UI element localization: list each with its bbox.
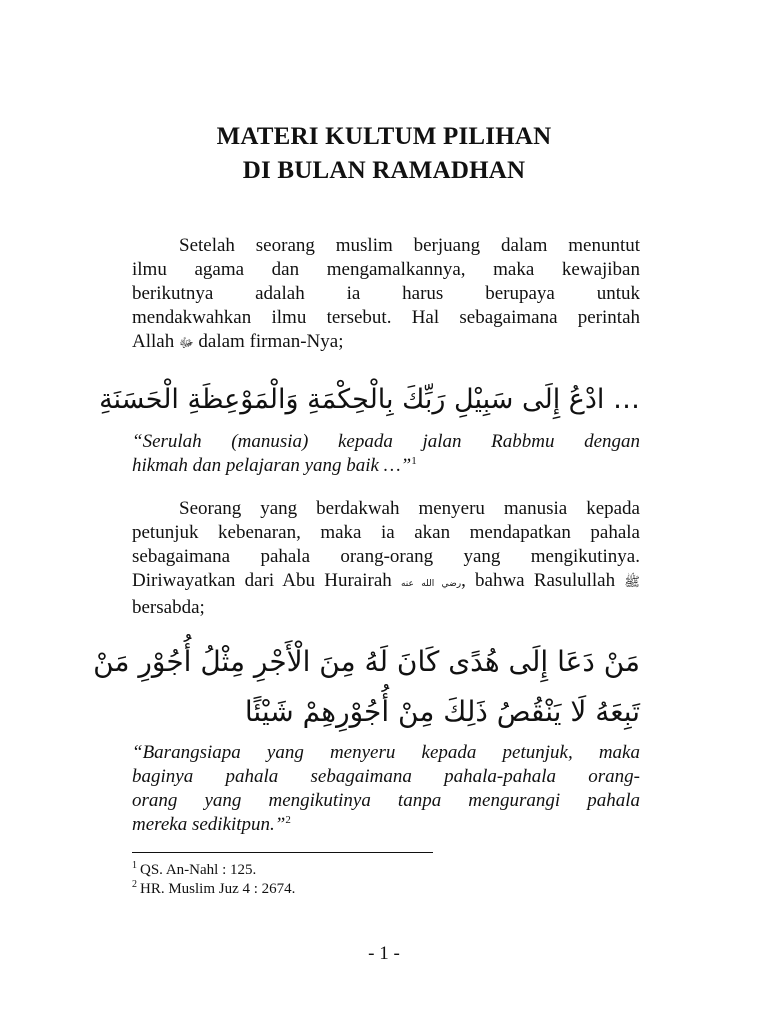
hadith-translation bbox=[132, 741, 640, 837]
paragraph-line: mendakwahkan ilmu tersebut. Hal sebagaimana perintah bbox=[132, 307, 640, 328]
paragraph-line: Setelah seorang muslim berjuang dalam menuntut bbox=[179, 235, 640, 256]
text-segment: Allah bbox=[132, 331, 179, 352]
footnote bbox=[132, 861, 640, 880]
text-segment: Diriwayatkan dari Abu Hurairah bbox=[132, 570, 401, 591]
paragraph-line: bersabda; bbox=[132, 597, 205, 618]
title-line-2: DI BULAN RAMADHAN bbox=[242, 157, 526, 184]
intro-paragraph bbox=[132, 234, 640, 356]
title-line-1: MATERI KULTUM PILIHAN bbox=[216, 123, 552, 150]
translation-line: orang yang mengikutinya tanpa mengurangi pahala bbox=[132, 790, 640, 811]
honorific-symbol: ﷻ bbox=[178, 336, 194, 351]
footnote-text: QS. An-Nahl : 125. bbox=[140, 862, 257, 878]
translation-line bbox=[132, 813, 640, 837]
footnote-ref: 1 bbox=[411, 455, 417, 467]
text-segment: dalam firman-Nya; bbox=[193, 331, 344, 352]
hadith-arabic-line-2: تَبِعَهُ لَا يَنْقُصُ ذَلِكَ مِنْ أُجُوْرِهِمْ شَيْئًا bbox=[244, 695, 640, 728]
dakwah-paragraph bbox=[132, 497, 640, 620]
text-segment: mereka sedikitpun.” bbox=[132, 814, 286, 835]
paragraph-line: ilmu agama dan mengamalkannya, maka kewajiban bbox=[132, 259, 640, 280]
page-number: - 1 - bbox=[368, 943, 400, 964]
paragraph-line: petunjuk kebenaran, maka ia akan mendapatkan pahala bbox=[132, 522, 640, 543]
text-segment: , bahwa Rasulullah bbox=[461, 570, 625, 591]
quran-verse-translation bbox=[132, 430, 640, 478]
footnote-text: HR. Muslim Juz 4 : 2674. bbox=[140, 881, 296, 897]
translation-line bbox=[132, 454, 640, 478]
footnote-number: 2 bbox=[132, 879, 137, 890]
honorific-symbol: ﷺ bbox=[624, 575, 641, 590]
footnote-divider bbox=[132, 852, 433, 853]
paragraph-line bbox=[132, 569, 640, 596]
footnote-ref: 2 bbox=[285, 814, 291, 826]
hadith-arabic-line-1: مَنْ دَعَا إِلَى هُدًى كَانَ لَهُ مِنَ الْأَجْرِ مِثْلُ أُجُوْرِ مَنْ bbox=[93, 645, 640, 678]
paragraph-line: Seorang yang berdakwah menyeru manusia kepada bbox=[179, 498, 640, 519]
footnote bbox=[132, 880, 640, 899]
text-segment: hikmah dan pelajaran yang baik …” bbox=[132, 455, 412, 476]
translation-line: “Serulah (manusia) kepada jalan Rabbmu dengan bbox=[132, 431, 640, 452]
paragraph-line: sebagaimana pahala orang-orang yang mengikutinya. bbox=[132, 546, 640, 567]
paragraph-line bbox=[132, 330, 640, 356]
translation-line: “Barangsiapa yang menyeru kepada petunjuk, maka bbox=[132, 742, 640, 763]
footnote-number: 1 bbox=[132, 860, 137, 871]
paragraph-line: berikutnya adalah ia harus berupaya untuk bbox=[132, 283, 640, 304]
footnotes bbox=[132, 861, 640, 899]
quran-verse-arabic: … ادْعُ إِلَى سَبِيْلِ رَبِّكَ بِالْحِكْمَةِ وَالْمَوْعِظَةِ الْحَسَنَةِ bbox=[99, 384, 640, 415]
translation-line: baginya pahala sebagaimana pahala-pahala orang- bbox=[132, 766, 640, 787]
honorific-symbol: رضي الله عنه bbox=[400, 579, 462, 589]
